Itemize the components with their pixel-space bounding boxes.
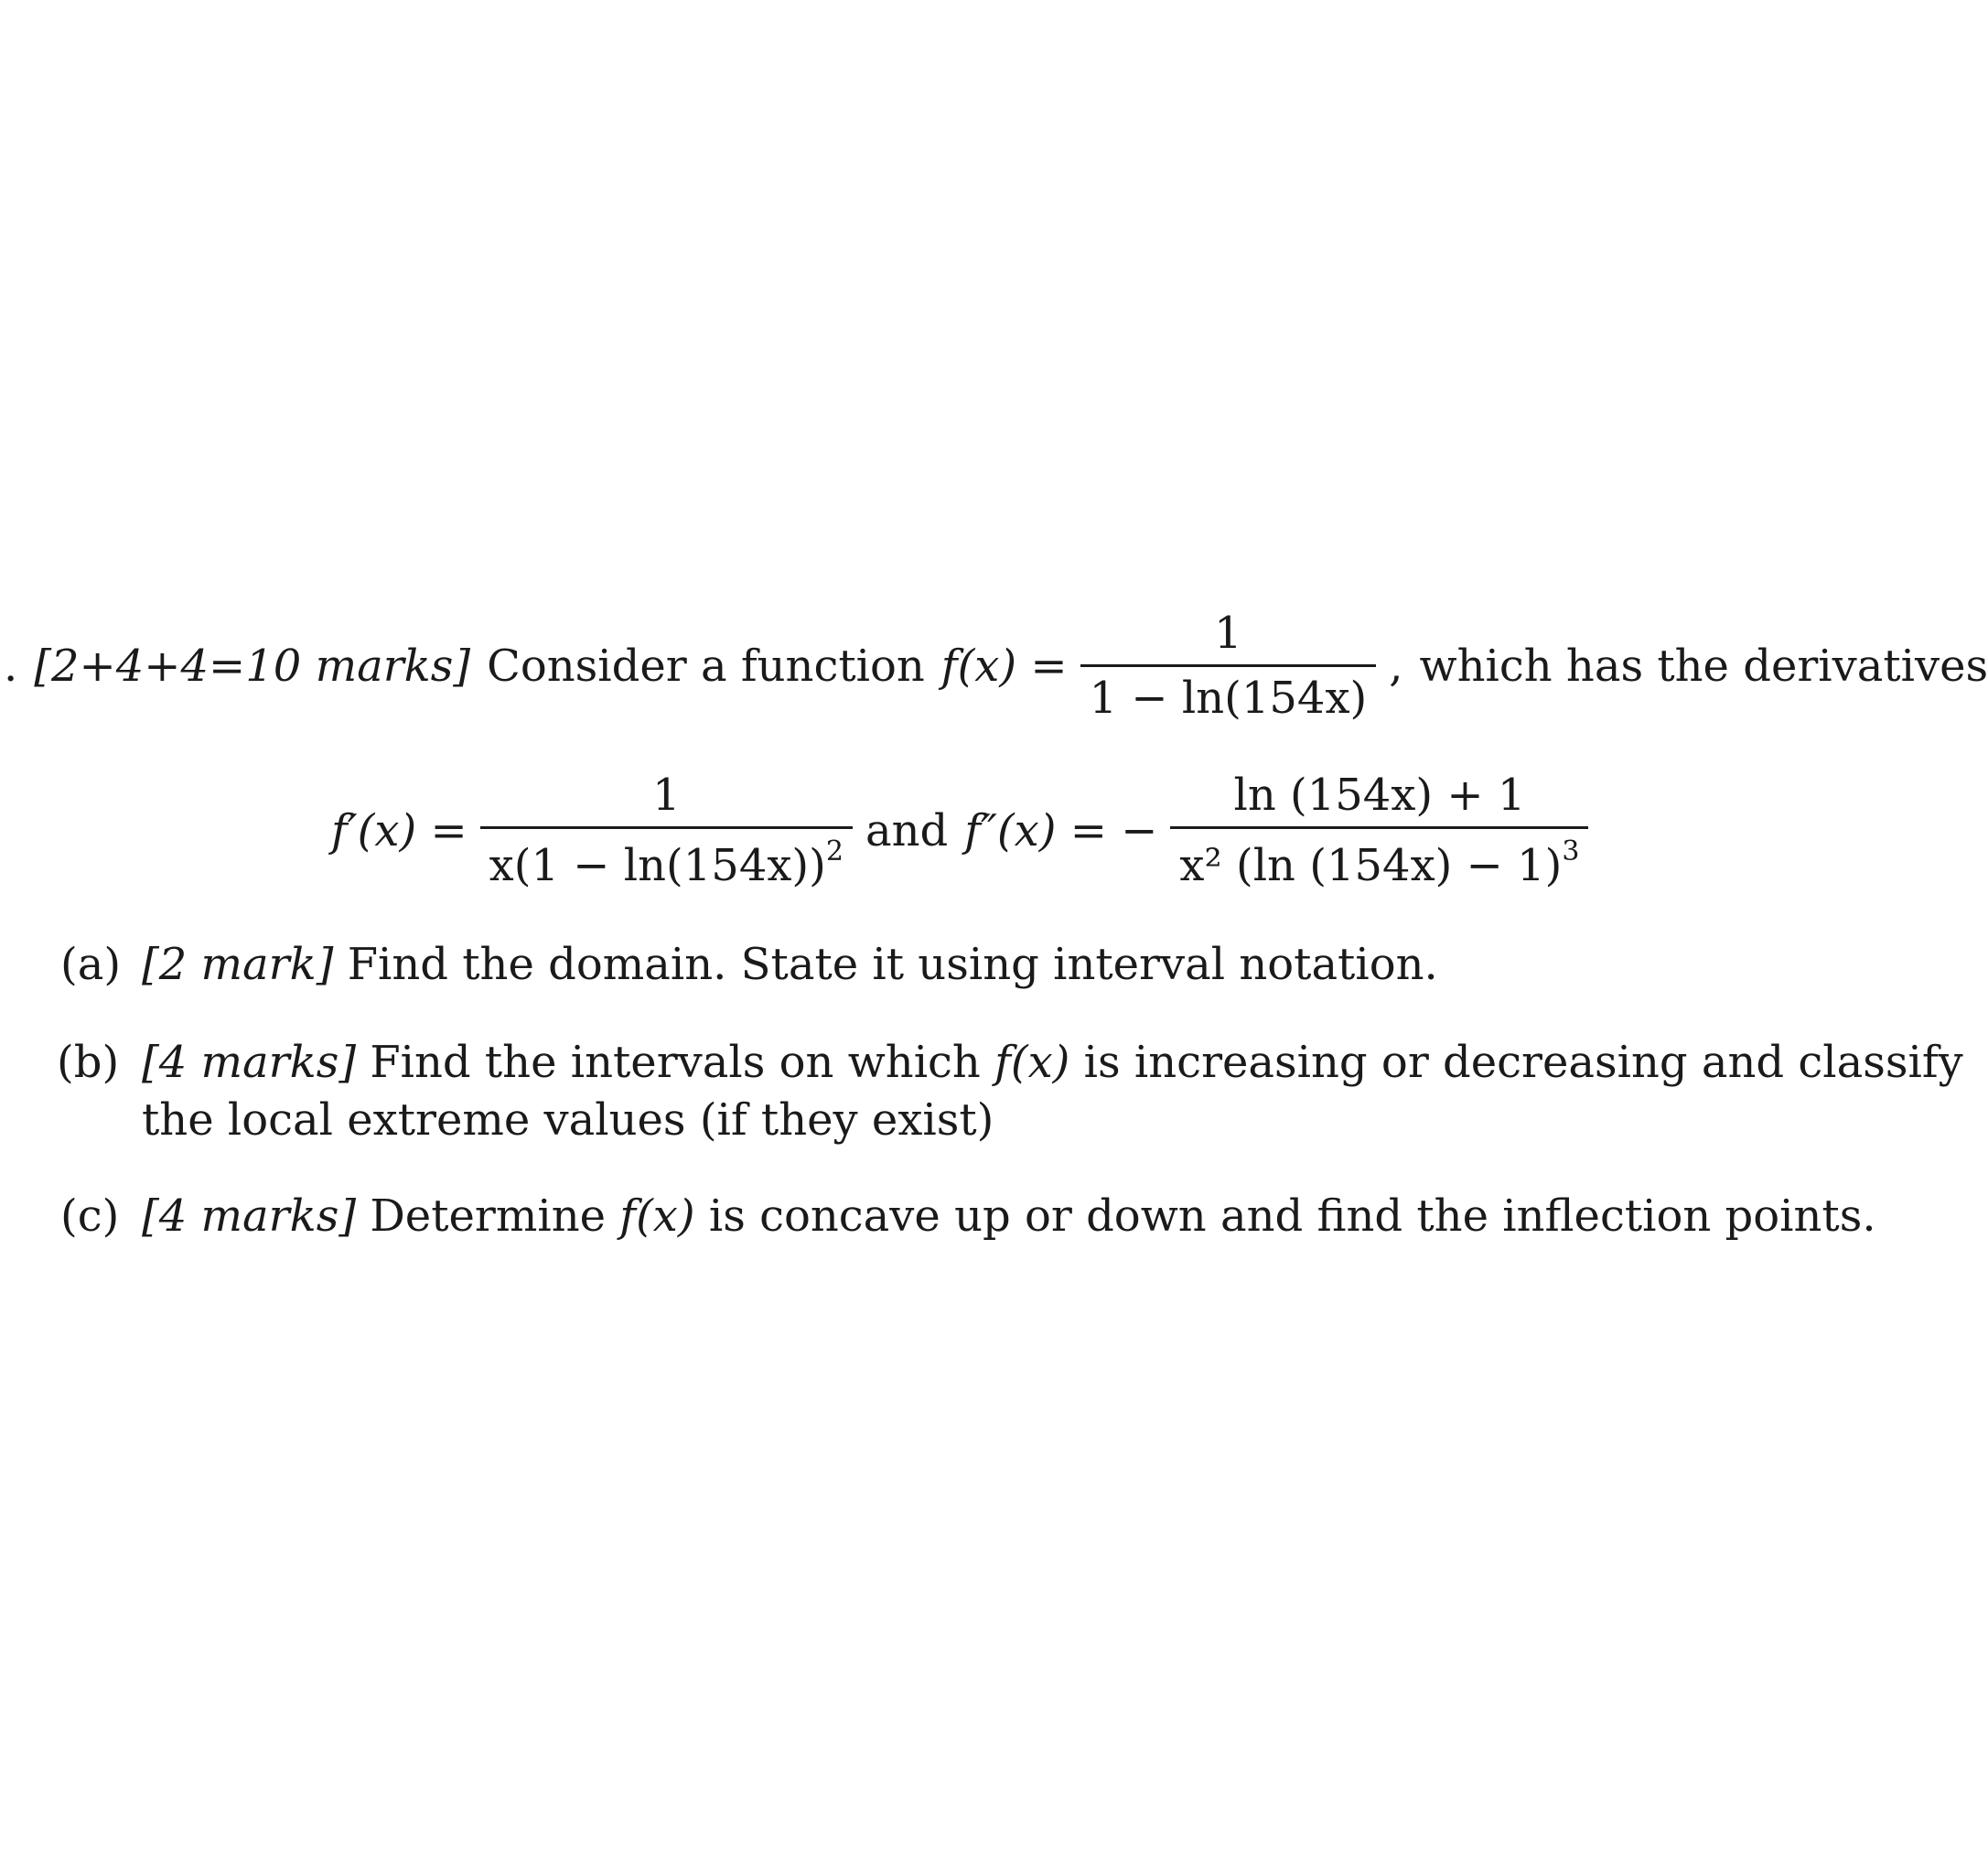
part-c-text-pre: Determine xyxy=(370,1190,607,1242)
part-c-marks: [4 marks] xyxy=(142,1190,357,1242)
comma: , xyxy=(1389,640,1403,692)
total-marks: [2+4+4=10 marks] xyxy=(34,640,471,692)
part-b xyxy=(142,1037,1963,1088)
function-denominator: 1 − ln(154x) xyxy=(1080,664,1377,720)
first-derivative-lhs: f′(x) = xyxy=(331,804,467,856)
part-b-line2: the local extreme values (if they exist) xyxy=(142,1094,994,1146)
function-fraction xyxy=(1080,608,1377,724)
first-derivative-fraction xyxy=(480,770,853,891)
function-numerator: 1 xyxy=(1214,608,1242,659)
first-derivative-denominator: $x(1 - \ln(154x))^2$ xyxy=(480,826,853,888)
derivatives-intro: which has the derivatives xyxy=(1419,640,1988,692)
first-derivative-numerator: 1 xyxy=(652,770,681,821)
part-c xyxy=(142,1190,1876,1242)
problem-bullet: . xyxy=(4,640,18,692)
part-a-text: Find the domain. State it using interval notation. xyxy=(347,939,1438,990)
part-c-label: (c) xyxy=(60,1190,120,1242)
part-b-text-post: is increasing or decreasing and classify xyxy=(1083,1037,1963,1088)
part-c-fx: f(x) xyxy=(619,1190,695,1242)
intro-text: Consider a function xyxy=(487,640,925,692)
function-lhs: f(x) = xyxy=(940,640,1068,692)
part-a-label: (a) xyxy=(60,939,122,990)
part-b-fx: f(x) xyxy=(994,1037,1070,1088)
derivatives-display xyxy=(331,770,1601,891)
part-b-marks: [4 marks] xyxy=(142,1037,357,1088)
part-b-text-pre: Find the intervals on which xyxy=(370,1037,981,1088)
second-derivative-denominator: x² (ln (154x) − 1)$^3$ xyxy=(1170,826,1588,888)
part-a xyxy=(142,939,1438,990)
second-derivative-numerator: ln (154x) + 1 xyxy=(1233,770,1526,821)
second-derivative-fraction xyxy=(1170,770,1588,891)
second-derivative-lhs: f″(x) = − xyxy=(964,804,1158,856)
part-c-text-post: is concave up or down and find the inflection points. xyxy=(708,1190,1876,1242)
part-b-label: (b) xyxy=(57,1037,120,1088)
and-text: and xyxy=(865,804,949,856)
problem-statement xyxy=(4,608,1988,724)
part-a-marks: [2 mark] xyxy=(142,939,334,990)
